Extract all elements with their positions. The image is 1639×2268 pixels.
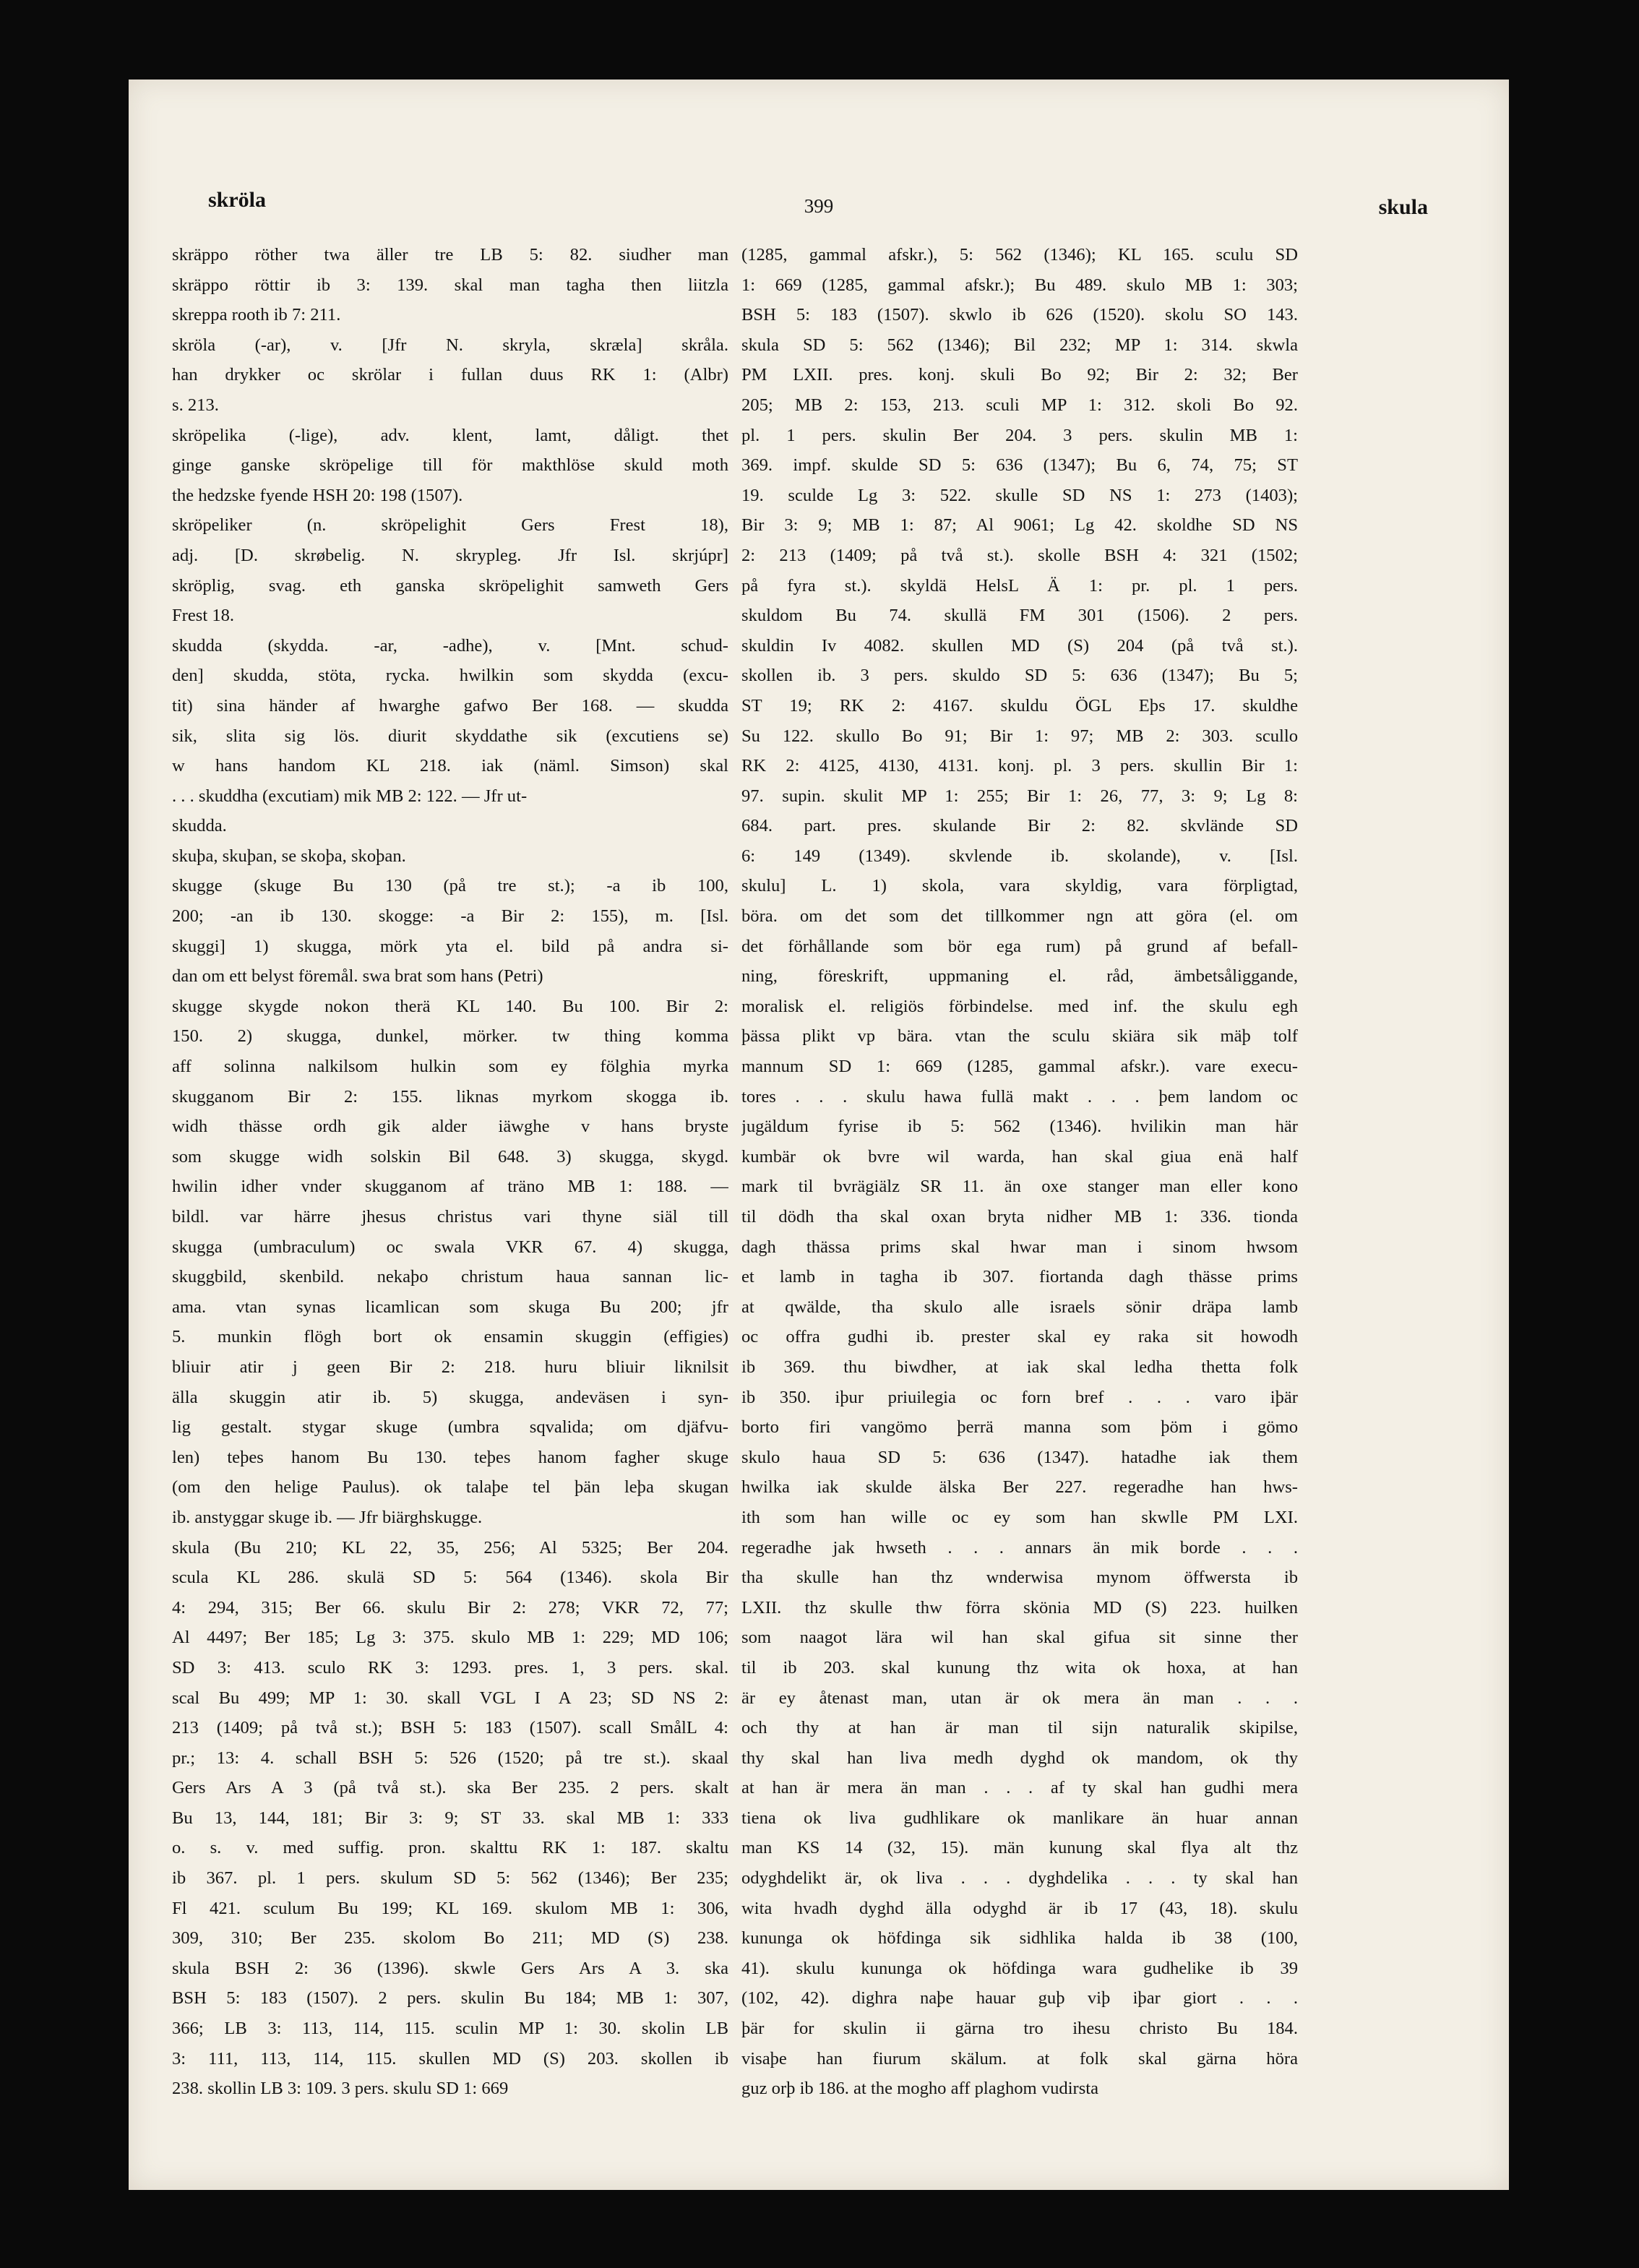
text-line: tiena ok liva gudhlikare ok manlikare än huar annan [741,1808,1298,1828]
text-line: ST 19; RK 2: 4167. skuldu ÖGL Eþs 17. skuldhe [741,695,1298,716]
text-line: är ey åtenast man, utan är ok mera än man . . . [741,1688,1298,1708]
page-number: 399 [804,195,834,217]
text-line: skreppa rooth ib 7: 211. [172,305,341,325]
text-line: 5. munkin flögh bort ok ensamin skuggin (effigies) [172,1327,728,1347]
text-line: skuldom Bu 74. skullä FM 301 (1506). 2 pers. [741,606,1298,626]
text-line: thy skal han liva medh dyghd ok mandom, ok thy [741,1748,1298,1768]
text-line: 6: 149 (1349). skvlende ib. skolande), v. [Isl. [741,846,1298,866]
text-line: þär for skulin ii gärna tro ihesu christo Bu 184. [741,2019,1298,2039]
text-line: ib 350. iþur priuilegia oc forn bref . . . varo iþär [741,1387,1298,1407]
text-line: 684. part. pres. skulande Bir 2: 82. skvlände SD [741,816,1298,836]
text-line: skuggbild, skenbild. nekaþo christum haua sannan lic- [172,1267,728,1287]
dictionary-page [129,80,1509,2190]
text-line: kumbär ok bvre wil warda, han skal giua enä half [741,1146,1298,1167]
text-line: 369. impf. skulde SD 5: 636 (1347); Bu 6, 74, 75; ST [741,455,1298,476]
text-line: Al 4497; Ber 185; Lg 3: 375. skulo MB 1: 229; MD 106; [172,1628,728,1648]
text-line: 2: 213 (1409; på två st.). skolle BSH 4: 321 (1502; [741,545,1298,565]
text-line: til ib 203. skal kunung thz wita ok hoxa, at han [741,1657,1298,1678]
text-line: skräppo röther twa äller tre LB 5: 82. siudher man [172,245,728,265]
text-line: kununga ok höfdinga sik sidhlika halda ib 38 (100, [741,1928,1298,1949]
text-line: lig gestalt. stygar skuge (umbra sqvalida; om djäfvu- [172,1417,728,1438]
text-line: at qwälde, tha skulo alle israels sönir dräpa lamb [741,1297,1298,1317]
text-line: 366; LB 3: 113, 114, 115. sculin MP 1: 30. skolin LB [172,2019,728,2039]
text-line: Fl 421. sculum Bu 199; KL 169. skulom MB 1: 306, [172,1898,728,1918]
text-line: til dödh tha skal oxan bryta nidher MB 1: 336. tionda [741,1207,1298,1227]
text-line: och thy at han är man til sijn naturalik skipilse, [741,1718,1298,1738]
text-line: 97. supin. skulit MP 1: 255; Bir 1: 26, 77, 3: 9; Lg 8: [741,786,1298,806]
text-line: bildl. var härre jhesus christus vari thyne siäl till [172,1207,728,1227]
text-line: tores . . . skulu hawa fullä makt . . . þem landom oc [741,1086,1298,1107]
text-line: skröpelika (-lige), adv. klent, lamt, dåligt. thet [172,425,728,445]
text-line: ith som han wille oc ey som han skwlle PM LXI. [741,1507,1298,1527]
text-line: borto firi vangömo þerrä manna som þöm i gömo [741,1417,1298,1438]
text-line: det förhållande som bör ega rum) på grund af befall- [741,936,1298,956]
text-line: skudda (skydda. -ar, -adhe), v. [Mnt. schud- [172,635,728,656]
text-line: skröplig, svag. eth ganska skröpelighit samweth Gers [172,575,728,596]
text-line: regeradhe jak hwseth . . . annars än mik borde . . . [741,1537,1298,1558]
text-line: hwilin idher vnder skugganom af träno MB 1: 188. — [172,1177,728,1197]
text-line: skula BSH 2: 36 (1396). skwle Gers Ars A 3. ska [172,1958,728,1978]
text-line: aff solinna nalkilsom hulkin som ey fölghia myrka [172,1057,728,1077]
running-head-right: skula [1378,195,1428,219]
text-line: 238. skollin LB 3: 109. 3 pers. skulu SD 1: 669 [172,2079,509,2099]
text-line: skulu] L. 1) skola, vara skyldig, vara förpligtad, [741,876,1298,896]
text-line: 205; MB 2: 153, 213. sculi MP 1: 312. skoli Bo 92. [741,395,1298,415]
text-line: adj. [D. skrøbelig. N. skrypleg. Jfr Isl. skrjúpr] [172,545,728,565]
text-line: Bir 3: 9; MB 1: 87; Al 9061; Lg 42. skoldhe SD NS [741,515,1298,536]
text-line: wita hvadh dyghd älla odyghd är ib 17 (43, 18). skulu [741,1898,1298,1918]
text-line: älla skuggin atir ib. 5) skugga, andeväsen i syn- [172,1387,728,1407]
text-line: dan om ett belyst föremål. swa brat som hans (Petri) [172,966,543,987]
text-line: Bu 13, 144, 181; Bir 3: 9; ST 33. skal MB 1: 333 [172,1808,728,1828]
text-line: som naagot lära wil han skal gifua sit sinne ther [741,1628,1298,1648]
text-line: skugganom Bir 2: 155. liknas myrkom skogga ib. [172,1086,728,1107]
text-line: SD 3: 413. sculo RK 3: 1293. pres. 1, 3 pers. skal. [172,1657,728,1678]
text-line: 4: 294, 315; Ber 66. skulu Bir 2: 278; VKR 72, 77; [172,1597,728,1618]
text-line: . . . skuddha (excutiam) mik MB 2: 122. — Jfr ut- [172,786,528,806]
text-line: sik, slita sig lös. diurit skyddathe sik (excutiens se) [172,726,728,746]
text-line: tit) sina händer af hwarghe gafwo Ber 168. — skudda [172,695,728,716]
text-line: 19. sculde Lg 3: 522. skulle SD NS 1: 273 (1403); [741,485,1298,505]
text-line: ama. vtan synas licamlican som skuga Bu 200; jfr [172,1297,728,1317]
text-line: ginge ganske skröpelige till för makthlöse skuld moth [172,455,728,476]
text-line: ib. anstyggar skuge ib. — Jfr biärghskugge. [172,1507,483,1527]
text-line: ning, föreskrift, uppmaning el. råd, ämbetsåliggande, [741,966,1298,987]
text-line: skula SD 5: 562 (1346); Bil 232; MP 1: 314. skwla [741,335,1298,355]
text-line: skuggi] 1) skugga, mörk yta el. bild på andra si- [172,936,728,956]
text-line: skugga (umbraculum) oc swala VKR 67. 4) skugga, [172,1237,728,1257]
text-line: (1285, gammal afskr.), 5: 562 (1346); KL 165. sculu SD [741,245,1298,265]
text-line: mannum SD 1: 669 (1285, gammal afskr.). vare execu- [741,1057,1298,1077]
text-line: skuldin Iv 4082. skullen MD (S) 204 (på två st.). [741,635,1298,656]
text-line: Frest 18. [172,606,235,626]
text-line: han drykker oc skrölar i fullan duus RK 1: (Albr) [172,365,728,385]
text-line: skugge skygde nokon therä KL 140. Bu 100. Bir 2: [172,996,728,1016]
text-line: skröpeliker (n. skröpelighit Gers Frest 18), [172,515,728,536]
text-line: Su 122. skullo Bo 91; Bir 1: 97; MB 2: 303. scullo [741,726,1298,746]
text-line: mark til bvrägiälz SR 11. än oxe stanger man eller kono [741,1177,1298,1197]
text-line: bliuir atir j geen Bir 2: 218. huru bliuir liknilsit [172,1357,728,1377]
text-line: 309, 310; Ber 235. skolom Bo 211; MD (S) 238. [172,1928,728,1949]
text-line: ib 367. pl. 1 pers. skulum SD 5: 562 (1346); Ber 235; [172,1868,728,1889]
text-line: skugge (skuge Bu 130 (på tre st.); -a ib 100, [172,876,728,896]
text-line: jugäldum fyrise ib 5: 562 (1346). hvilikin man här [741,1117,1298,1137]
left-column [172,240,728,2104]
text-line: guz orþ ib 186. at the mogho aff plaghom vudirsta [741,2079,1099,2099]
text-line: (102, 42). dighra naþe hauar guþ viþ iþar giort . . . [741,1988,1298,2009]
text-line: ib 369. thu biwdher, at iak skal ledha thetta folk [741,1357,1298,1377]
text-line: den] skudda, stöta, rycka. hwilkin som skydda (excu- [172,666,728,686]
text-line: Gers Ars A 3 (på två st.). ska Ber 235. 2 pers. skalt [172,1778,728,1798]
text-line: skuþa, skuþan, se skoþa, skoþan. [172,846,406,866]
text-line: visaþe han fiurum skälum. at folk skal gärna höra [741,2048,1298,2069]
text-line: tha skulle han thz wnderwisa mynom öffwersta ib [741,1568,1298,1588]
text-line: skudda. [172,816,227,836]
text-line: 200; -an ib 130. skogge: -a Bir 2: 155), m. [Isl. [172,906,728,927]
text-line: 213 (1409; på två st.); BSH 5: 183 (1507). scall SmålL 4: [172,1718,728,1738]
text-line: oc offra gudhi ib. prester skal ey raka sit howodh [741,1327,1298,1347]
text-line: 150. 2) skugga, dunkel, mörker. tw thing komma [172,1026,728,1047]
text-line: s. 213. [172,395,219,415]
text-line: len) teþes hanom Bu 130. teþes hanom fagher skuge [172,1447,728,1467]
running-head-left: skröla [208,188,267,212]
text-line: et lamb in tagha ib 307. fiortanda dagh thässe prims [741,1267,1298,1287]
text-line: böra. om det som det tillkommer ngn att göra (el. om [741,906,1298,927]
text-line: skulo haua SD 5: 636 (1347). hatadhe iak them [741,1447,1298,1467]
text-line: at han är mera än man . . . af ty skal han gudhi mera [741,1778,1298,1798]
text-line: skollen ib. 3 pers. skuldo SD 5: 636 (1347); Bu 5; [741,666,1298,686]
right-column [741,240,1298,2104]
text-line: pr.; 13: 4. schall BSH 5: 526 (1520; på tre st.). skaal [172,1748,728,1768]
text-line: scal Bu 499; MP 1: 30. skall VGL I A 23; SD NS 2: [172,1688,728,1708]
text-line: 1: 669 (1285, gammal afskr.); Bu 489. skulo MB 1: 303; [741,275,1298,295]
text-line: dagh thässa prims skal hwar man i sinom hwsom [741,1237,1298,1257]
text-line: skula (Bu 210; KL 22, 35, 256; Al 5325; Ber 204. [172,1537,728,1558]
text-line: 41). skulu kununga ok höfdinga wara gudhelike ib 39 [741,1958,1298,1978]
text-line: o. s. v. med suffig. pron. skalttu RK 1: 187. skaltu [172,1838,728,1858]
text-line: scula KL 286. skulä SD 5: 564 (1346). skola Bir [172,1568,728,1588]
text-line: man KS 14 (32, 15). män kunung skal flya alt thz [741,1838,1298,1858]
text-line: BSH 5: 183 (1507). skwlo ib 626 (1520). skolu SO 143. [741,305,1298,325]
text-line: pl. 1 pers. skulin Ber 204. 3 pers. skulin MB 1: [741,425,1298,445]
text-line: som skugge widh solskin Bil 648. 3) skugga, skygd. [172,1146,728,1167]
text-line: moralisk el. religiös förbindelse. med inf. the skulu egh [741,996,1298,1016]
text-line: skröla (-ar), v. [Jfr N. skryla, skræla] skråla. [172,335,728,355]
text-line: på fyra st.). skyldä HelsL Ä 1: pr. pl. 1 pers. [741,575,1298,596]
text-line: hwilka iak skulde älska Ber 227. regeradhe han hws- [741,1477,1298,1498]
text-line: skräppo röttir ib 3: 139. skal man tagha then liitzla [172,275,728,295]
text-line: widh thässe ordh gik alder iäwghe v hans bryste [172,1117,728,1137]
text-line: 3: 111, 113, 114, 115. skullen MD (S) 203. skollen ib [172,2048,728,2069]
text-line: RK 2: 4125, 4130, 4131. konj. pl. 3 pers. skullin Bir 1: [741,756,1298,776]
text-line: PM LXII. pres. konj. skuli Bo 92; Bir 2: 32; Ber [741,365,1298,385]
text-line: BSH 5: 183 (1507). 2 pers. skulin Bu 184; MB 1: 307, [172,1988,728,2009]
text-line: w hans handom KL 218. iak (näml. Simson) skal [172,756,728,776]
text-line: LXII. thz skulle thw förra skönia MD (S) 223. huilken [741,1597,1298,1618]
text-line: þässa plikt vp bära. vtan the sculu skiära sik mäþ tolf [741,1026,1298,1047]
text-line: odyghdelikt är, ok liva . . . dyghdelika . . . ty skal han [741,1868,1298,1889]
text-line: (om den helige Paulus). ok talaþe tel þän leþa skugan [172,1477,728,1498]
text-line: the hedzske fyende HSH 20: 198 (1507). [172,485,463,505]
